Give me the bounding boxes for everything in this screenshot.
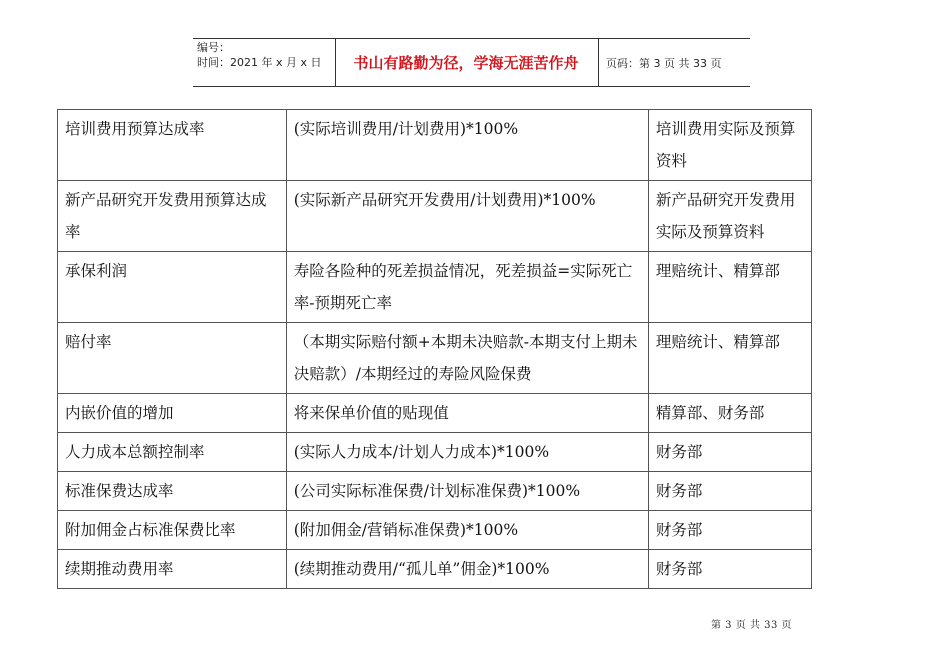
table-row [58,110,812,181]
table-row [58,472,812,511]
formula-cell: 寿险各险种的死差损益情况，死差损益=实际死亡率-预期死亡率 [286,252,648,323]
source-cell: 财务部 [648,472,811,511]
table-row [58,394,812,433]
indicator-cell: 内嵌价值的增加 [58,394,287,433]
table-row [58,433,812,472]
table-row [58,252,812,323]
indicator-cell: 续期推动费用率 [58,550,287,589]
header-page-info: 页码：第 3 页 共 33 页 [606,57,722,70]
indicator-cell: 赔付率 [58,323,287,394]
source-cell: 精算部、财务部 [648,394,811,433]
table-row [58,181,812,252]
header-motto: 书山有路勤为径，学海无涯苦作舟 [353,54,579,72]
header-bottom-rule [193,86,750,87]
formula-cell: (续期推动费用/“孤儿单”佣金)*100% [286,550,648,589]
indicator-cell: 人力成本总额控制率 [58,433,287,472]
formula-cell: (实际培训费用/计划费用)*100% [286,110,648,181]
formula-cell: (公司实际标准保费/计划标准保费)*100% [286,472,648,511]
table-row [58,511,812,550]
indicator-cell: 新产品研究开发费用预算达成率 [58,181,287,252]
header-top-rule [193,38,750,39]
formula-cell: (附加佣金/营销标准保费)*100% [286,511,648,550]
table-row [58,550,812,589]
source-cell: 财务部 [648,550,811,589]
indicator-cell: 附加佣金占标准保费比率 [58,511,287,550]
indicator-cell: 承保利润 [58,252,287,323]
formula-cell: (实际人力成本/计划人力成本)*100% [286,433,648,472]
source-cell: 理赔统计、精算部 [648,252,811,323]
source-cell: 培训费用实际及预算资料 [648,110,811,181]
indicator-cell: 标准保费达成率 [58,472,287,511]
header-meta [197,40,322,70]
document-time-label: 时间：2021 年 x 月 x 日 [197,56,322,69]
header-divider-left [335,38,336,86]
formula-cell: (实际新产品研究开发费用/计划费用)*100% [286,181,648,252]
formula-cell: 将来保单价值的贴现值 [286,394,648,433]
indicator-table [57,109,812,589]
source-cell: 新产品研究开发费用实际及预算资料 [648,181,811,252]
header-divider-right [598,38,599,86]
formula-cell: （本期实际赔付额+本期未决赔款-本期支付上期未决赔款）/本期经过的寿险风险保费 [286,323,648,394]
table-row [58,323,812,394]
document-number-label: 编号： [197,41,230,54]
indicator-cell: 培训费用预算达成率 [58,110,287,181]
source-cell: 理赔统计、精算部 [648,323,811,394]
footer-page-number: 第 3 页 共 33 页 [711,620,792,631]
source-cell: 财务部 [648,511,811,550]
source-cell: 财务部 [648,433,811,472]
